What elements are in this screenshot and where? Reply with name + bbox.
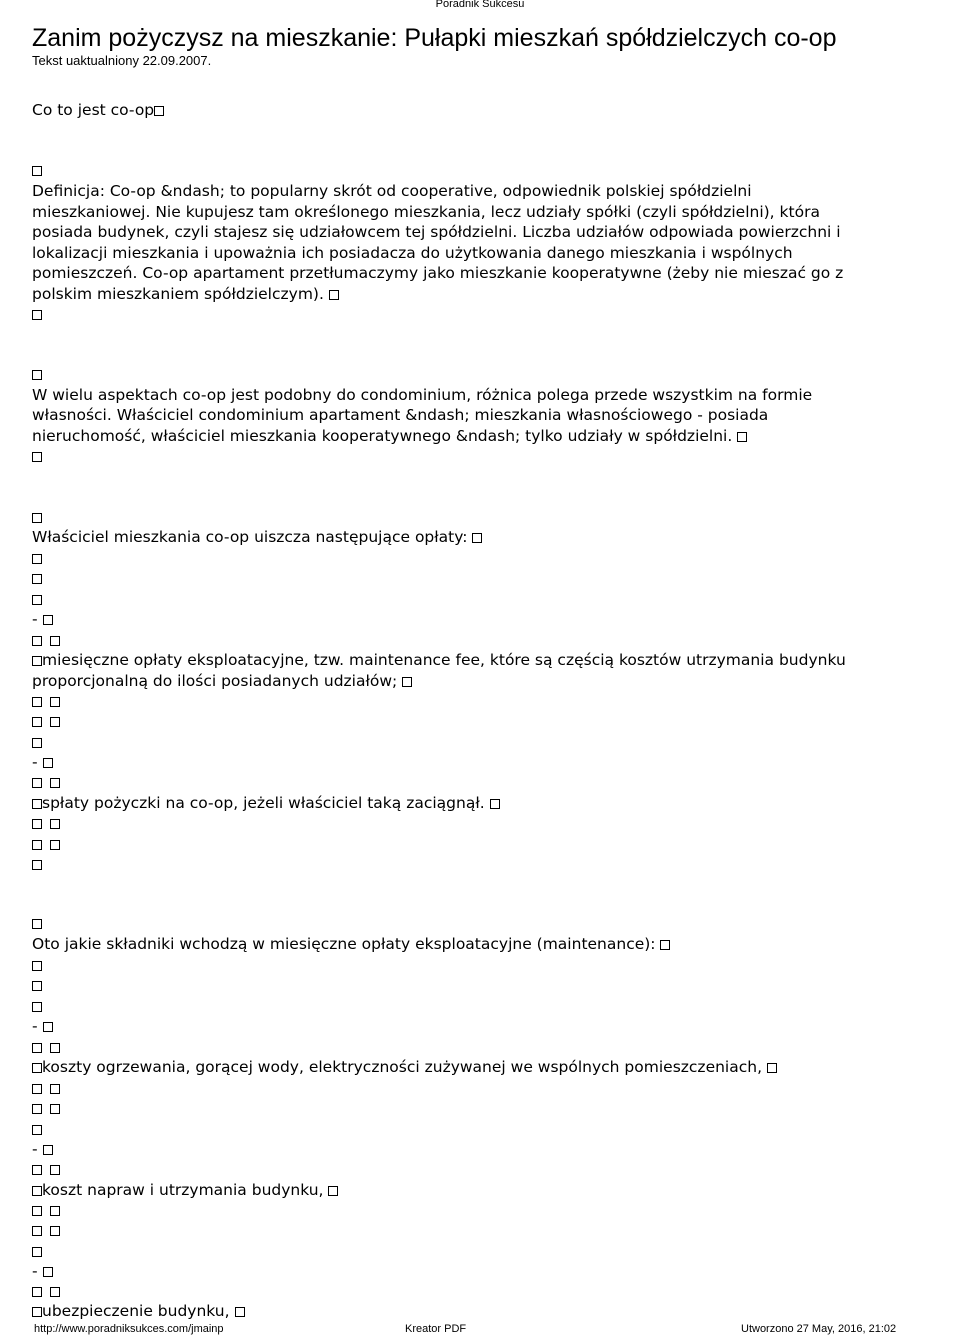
heading-text: Co to jest co-op: [32, 101, 155, 119]
maint-intro-text: Oto jakie składniki wchodzą w miesięczne opłaty eksploatacyjne (maintenance):: [32, 935, 656, 953]
glyph-line: [32, 711, 60, 731]
para1-line: lokalizacji mieszkania i upoważnia ich posiadacza do użytkowania danego mieszkania i wspólnych: [32, 244, 793, 262]
missing-glyph-icon: [50, 840, 60, 850]
fee1-line: [32, 671, 412, 691]
maint-item-text: koszt napraw i utrzymania budynku,: [42, 1181, 324, 1199]
missing-glyph-icon: [50, 1206, 60, 1216]
para1-line: Definicja: Co-op &ndash; to popularny skrót od cooperative, odpowiednik polskiej spółdzielni: [32, 182, 752, 200]
para1-line: posiada budynek, czyli stajesz się udziałowcem tej spółdzielni. Liczba udziałów odpowiada powierzchni i: [32, 223, 841, 241]
missing-glyph-icon: [32, 1165, 42, 1175]
glyph-line: [32, 1037, 60, 1057]
missing-glyph-icon: [32, 1186, 42, 1196]
glyph-line: [32, 691, 60, 711]
para1-line: mieszkaniowej. Nie kupujesz tam określonego mieszkania, lecz udziały spółki (czyli spółdzielni), która: [32, 203, 820, 221]
missing-glyph-icon: [154, 106, 164, 116]
fee2-line: [32, 793, 500, 813]
missing-glyph-icon: [43, 1145, 53, 1155]
glyph-line: [32, 955, 42, 975]
missing-glyph-icon: [50, 717, 60, 727]
footer-created: Utworzono 27 May, 2016, 21:02: [741, 1323, 897, 1335]
maint-item-2: [32, 1180, 338, 1200]
fee1-text: miesięczne opłaty eksploatacyjne, tzw. maintenance fee, które są częścią kosztów utrzymania budynku: [42, 651, 846, 669]
missing-glyph-icon: [32, 1043, 42, 1053]
missing-glyph-icon: [328, 1186, 338, 1196]
fee2-text: spłaty pożyczki na co-op, jeżeli właściciel taką zaciągnął.: [42, 794, 485, 812]
footer-url[interactable]: http://www.poradniksukces.com/jmainp: [34, 1323, 224, 1335]
missing-glyph-icon: [32, 1125, 42, 1135]
missing-glyph-icon: [32, 1247, 42, 1257]
updated-date: Tekst uaktualniony 22.09.2007.: [32, 53, 212, 68]
missing-glyph-icon: [32, 656, 42, 666]
missing-glyph-icon: [32, 1002, 42, 1012]
page-title: Zanim pożyczysz na mieszkanie: Pułapki mieszkań spółdzielczych co-op: [32, 24, 837, 52]
glyph-line: [32, 1119, 42, 1139]
fees-intro-text: Właściciel mieszkania co-op uiszcza następujące opłaty:: [32, 528, 468, 546]
maint-item-text: koszty ogrzewania, gorącej wody, elektryczności zużywanej we wspólnych pomieszczeniach,: [42, 1058, 763, 1076]
missing-glyph-icon: [43, 1267, 53, 1277]
para2-line: [32, 426, 747, 446]
missing-glyph-icon: [32, 1206, 42, 1216]
missing-glyph-icon: [32, 860, 42, 870]
glyph-line: [32, 160, 42, 180]
dash-text: -: [32, 1140, 38, 1158]
missing-glyph-icon: [50, 1226, 60, 1236]
missing-glyph-icon: [32, 778, 42, 788]
maint-intro: [32, 934, 670, 954]
glyph-line: [32, 975, 42, 995]
glyph-line: [32, 913, 42, 933]
missing-glyph-icon: [32, 1307, 42, 1317]
maint-item-3: [32, 1301, 245, 1321]
missing-glyph-icon: [402, 677, 412, 687]
fees-intro: [32, 527, 482, 547]
missing-glyph-icon: [32, 166, 42, 176]
glyph-line: [32, 1159, 60, 1179]
missing-glyph-icon: [32, 919, 42, 929]
missing-glyph-icon: [32, 1226, 42, 1236]
missing-glyph-icon: [472, 533, 482, 543]
missing-glyph-icon: [32, 636, 42, 646]
para1-line: pomieszczeń. Co-op apartament przetłumaczymy jako mieszkanie kooperatywne (żeby nie mieszać go z: [32, 264, 844, 282]
fee1-line: [32, 650, 846, 670]
glyph-line: [32, 732, 42, 752]
glyph-line: [32, 304, 42, 324]
dash-text: -: [32, 610, 38, 628]
dash-line: [32, 609, 53, 629]
missing-glyph-icon: [32, 595, 42, 605]
missing-glyph-icon: [32, 840, 42, 850]
glyph-line: [32, 630, 60, 650]
missing-glyph-icon: [50, 1287, 60, 1297]
glyph-line: [32, 834, 60, 854]
glyph-line: [32, 1220, 60, 1240]
missing-glyph-icon: [43, 758, 53, 768]
missing-glyph-icon: [32, 452, 42, 462]
para2-last-text: nieruchomość, właściciel mieszkania kooperatywnego &ndash; tylko udziały w spółdzielni.: [32, 427, 733, 445]
maint-item-1: [32, 1057, 777, 1077]
missing-glyph-icon: [660, 940, 670, 950]
missing-glyph-icon: [32, 819, 42, 829]
missing-glyph-icon: [43, 615, 53, 625]
glyph-line: [32, 996, 42, 1016]
para1-last-text: polskim mieszkaniem spółdzielczym).: [32, 285, 324, 303]
missing-glyph-icon: [32, 697, 42, 707]
missing-glyph-icon: [32, 1287, 42, 1297]
missing-glyph-icon: [50, 1084, 60, 1094]
missing-glyph-icon: [50, 1165, 60, 1175]
missing-glyph-icon: [32, 1104, 42, 1114]
missing-glyph-icon: [32, 554, 42, 564]
missing-glyph-icon: [32, 370, 42, 380]
missing-glyph-icon: [32, 1084, 42, 1094]
dash-line: [32, 1261, 53, 1281]
dash-text: -: [32, 753, 38, 771]
missing-glyph-icon: [32, 574, 42, 584]
glyph-line: [32, 568, 42, 588]
missing-glyph-icon: [50, 778, 60, 788]
section-heading: [32, 100, 164, 120]
missing-glyph-icon: [737, 432, 747, 442]
glyph-line: [32, 1078, 60, 1098]
missing-glyph-icon: [32, 1063, 42, 1073]
missing-glyph-icon: [329, 290, 339, 300]
glyph-line: [32, 1281, 60, 1301]
missing-glyph-icon: [32, 310, 42, 320]
glyph-line: [32, 854, 42, 874]
glyph-line: [32, 364, 42, 384]
fee1-text: proporcjonalną do ilości posiadanych udziałów;: [32, 672, 398, 690]
glyph-line: [32, 1200, 60, 1220]
missing-glyph-icon: [32, 513, 42, 523]
glyph-line: [32, 507, 42, 527]
missing-glyph-icon: [50, 819, 60, 829]
missing-glyph-icon: [32, 961, 42, 971]
missing-glyph-icon: [32, 799, 42, 809]
maint-item-text: ubezpieczenie budynku,: [42, 1302, 230, 1320]
glyph-line: [32, 1098, 60, 1118]
missing-glyph-icon: [50, 1104, 60, 1114]
dash-text: -: [32, 1017, 38, 1035]
missing-glyph-icon: [235, 1307, 245, 1317]
missing-glyph-icon: [43, 1022, 53, 1032]
missing-glyph-icon: [50, 1043, 60, 1053]
header-brand: Poradnik Sukcesu: [435, 0, 525, 10]
para2-line: własności. Właściciel condominium apartament &ndash; mieszkania własnościowego - posiada: [32, 406, 769, 424]
missing-glyph-icon: [50, 636, 60, 646]
missing-glyph-icon: [32, 981, 42, 991]
glyph-line: [32, 548, 42, 568]
para1-line: [32, 284, 339, 304]
glyph-line: [32, 589, 42, 609]
dash-line: [32, 1139, 53, 1159]
missing-glyph-icon: [767, 1063, 777, 1073]
missing-glyph-icon: [32, 717, 42, 727]
missing-glyph-icon: [32, 738, 42, 748]
glyph-line: [32, 772, 60, 792]
missing-glyph-icon: [490, 799, 500, 809]
footer-creator: Kreator PDF: [405, 1323, 467, 1335]
dash-line: [32, 1016, 53, 1036]
glyph-line: [32, 813, 60, 833]
dash-text: -: [32, 1262, 38, 1280]
glyph-line: [32, 1241, 42, 1261]
glyph-line: [32, 446, 42, 466]
missing-glyph-icon: [50, 697, 60, 707]
para2-line: W wielu aspektach co-op jest podobny do condominium, różnica polega przede wszystkim na formie: [32, 386, 813, 404]
dash-line: [32, 752, 53, 772]
